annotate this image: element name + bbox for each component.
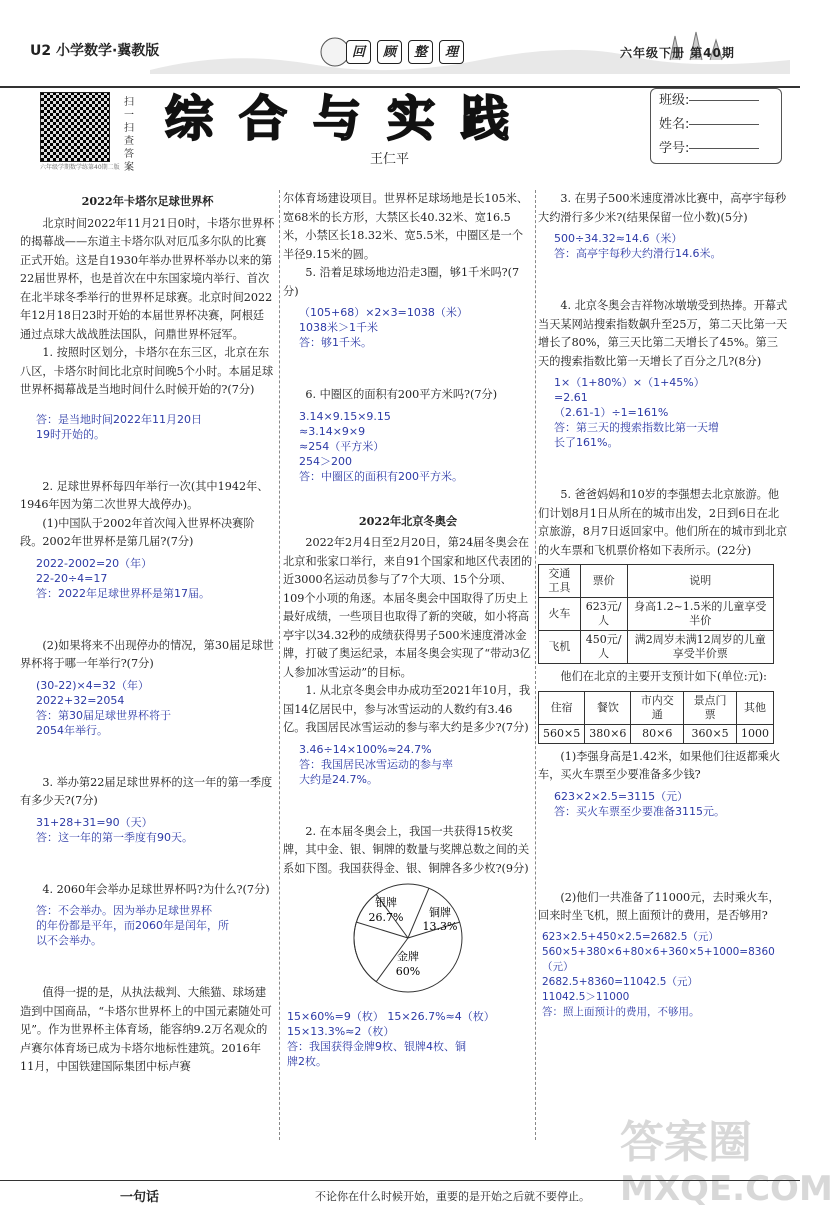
student-info-box — [650, 88, 782, 164]
column-world-cup — [20, 190, 275, 1077]
table-row: 飞机 450元/人 满2周岁未满12周岁的儿童享受半价票 — [539, 631, 774, 664]
pie-label-silver: 银牌 — [375, 896, 397, 909]
question: 4. 2060年会举办足球世界杯吗?为什么?(7分) — [42, 882, 270, 896]
name-field[interactable]: 姓名: — [651, 113, 781, 137]
pie-label-bronze: 铜牌 — [429, 906, 451, 919]
footer-label: 一句话 — [120, 1190, 160, 1205]
page-title: 综合与实践 — [165, 91, 536, 147]
budget-table — [538, 691, 774, 744]
section-heading: 2022年卡塔尔足球世界杯 — [81, 194, 214, 208]
id-field[interactable]: 学号: — [651, 137, 781, 161]
section-heading: 2022年北京冬奥会 — [358, 513, 458, 528]
table-header-row: 住宿 餐饮 市内交通 景点门票 其他 — [539, 691, 774, 724]
answer: 2022-2002=20（年） 22-20÷4=17 答：2022年足球世界杯是第17届。 — [36, 556, 210, 600]
question: (1)李强身高是1.42米，如果他们往返都乘火车，买火车票至少要准备多少钱? — [538, 749, 781, 781]
column-travel — [538, 190, 788, 1020]
qr-code[interactable] — [40, 92, 110, 162]
table-header-row: 交通工具 票价 说明 — [539, 565, 774, 598]
answer: 15×60%=9（枚） 15×26.7%≈4（枚） 15×13.3%≈2（枚） 答：我国获得金牌9枚、银牌4枚、铜 牌2枚。 — [287, 1009, 495, 1068]
page-header — [0, 0, 800, 88]
class-field[interactable]: 班级: — [651, 89, 781, 113]
budget-note: 他们在北京的主要开支预计如下(单位:元): — [560, 670, 767, 683]
question: 3. 举办第22届足球世界杯的这一年的第一季度有多少天?(7分) — [20, 775, 273, 807]
medal-pie-chart — [283, 878, 533, 998]
question: 4. 北京冬奥会吉祥物冰墩墩受到热捧。开幕式当天某网站搜索指数飙升至25万，第二天比第一天增长了80%，第三天比第二天增长了45%。第三天的搜索指数比第一天增长了百分之几?(8分) — [538, 299, 788, 368]
question: (1)中国队于2002年首次闯入世界杯决赛阶段。2002年世界杯是第几届?(7分) — [20, 516, 255, 548]
watermark: 答案圈 MXQE.COM — [620, 1117, 833, 1209]
continued-paragraph: 尔体育场建设项目。世界杯足球场地是长105米、宽68米的长方形，大禁区长40.32米、宽16.5米，小禁区长18.32米、宽5.5米，中圈区是一个半径9.15米的圆。 — [283, 192, 529, 261]
answer: 623×2.5+450×2.5=2682.5（元） 560×5+380×6+80×6+360×5+1000=8360（元） 2682.5+8360=11042.5（元） 11042.5＞11000 答：照上面预计的费用，不够用。 — [542, 930, 775, 1018]
banner-char: 整 — [408, 40, 433, 64]
question: 5. 沿着足球场地边沿走3圈，够1千米吗?(7分) — [283, 266, 520, 298]
answer: (30-22)×4=32（年） 2022+32=2054 答：第30届足球世界杯将于 2054年举行。 — [36, 678, 171, 737]
pie-pct-bronze: 13.3% — [422, 920, 458, 933]
pie-pct-silver: 26.7% — [368, 911, 404, 924]
question: (2)如果将来不出现停办的情况，第30届足球世界杯将于哪一年举行?(7分) — [20, 638, 274, 670]
answer: 500÷34.32≈14.6（米） 答：高亭宇每秒大约滑行14.6米。 — [554, 232, 722, 260]
question: 1. 按照时区划分，卡塔尔在东三区，北京在东八区，卡塔尔时间比北京时间晚5个小时。本届足球世界杯揭幕战是当地时间什么时候开始的?(7分) — [20, 346, 274, 396]
pie-label-gold: 金牌 — [397, 950, 419, 963]
answer: （105+68）×2×3=1038（米） 1038米＞1千米 答：够1千米。 — [299, 306, 468, 349]
pie-pct-gold: 60% — [395, 965, 421, 978]
banner-char: 回 — [346, 40, 371, 64]
banner-char: 顾 — [377, 40, 402, 64]
question: 3. 在男子500米速度滑冰比赛中，高亭宇每秒大约滑行多少米?(结果保留一位小数)(5分) — [538, 192, 787, 224]
answer: 1×（1+80%）×（1+45%） =2.61 （2.61-1）÷1=161% 答：第三天的搜索指数比第一天增 长了161%。 — [554, 376, 719, 449]
qr-caption: 六年级学期数学练第40期二版 — [40, 164, 120, 171]
edition-label: 六年级下册 第40期 — [620, 46, 735, 60]
answer: 答：不会举办。因为举办足球世界杯 的年份都是平年，而2060年是闰年，所 以不会举办。 — [36, 904, 229, 947]
table-row: 560×5 380×6 80×6 360×5 1000 — [539, 724, 774, 743]
author: 王仁平 — [370, 152, 410, 167]
answer: 623×2×2.5=3115（元） 答：买火车票至少要准备3115元。 — [554, 789, 725, 818]
question: (2)他们一共准备了11000元，去时乘火车，回来时坐飞机，照上面预计的费用，是否够用? — [538, 890, 780, 922]
ticket-price-table — [538, 564, 774, 664]
intro-paragraph: 北京时间2022年11月21日0时，卡塔尔世界杯的揭幕战——东道主卡塔尔队对厄瓜多尔队的比赛正式开始。这是自1930年举办世界杯举办以来的第22届世界杯，也是首次在中东国家境内举行、首次在北半球冬季举行的世界杯足球赛。北京时间2022年12月18日23时开始的本届世界杯决赛，阿根廷通过点球大战战胜法国队，问鼎世界杯冠军。 — [20, 216, 275, 341]
closing-paragraph: 值得一提的是，从执法裁判、大熊猫、球场建造到中国商品，“卡塔尔世界杯上的中国元素随处可见”。作为世界杯主体育场，能容纳9.2万名观众的卢赛尔体育场已成为卡塔尔地标性建筑。2016年11月，中国铁建国际集团中标卢赛 — [20, 986, 272, 1073]
answer: 3.46÷14×100%≈24.7% 答：我国居民冰雪运动的参与率 大约是24.7%。 — [299, 742, 453, 786]
table-row: 火车 623元/人 身高1.2~1.5米的儿童享受半价 — [539, 598, 774, 631]
intro-paragraph: 2022年2月4日至2月20日，第24届冬奥会在北京和张家口举行，来自91个国家和地区代表团的近3000名运动员参与了7个大项、15个分项、109个小项的角逐。本届冬奥会中国取得了历史上最好成绩，一些项目也取得了新的突破，如小将高亭宇以34.32秒的成绩获得男子500米速度滑冰金牌，打破了奥运纪录，本届冬奥会实现了“带动3亿人参加冰雪运动”的目标。 — [283, 536, 533, 679]
section-banner — [320, 40, 490, 64]
question: 2. 足球世界杯每四年举行一次(其中1942年、1946年因为第二次世界大战停办)。 — [20, 479, 269, 511]
column-winter-olympics — [283, 190, 533, 1069]
scan-label: 扫一扫查答案 — [124, 97, 134, 173]
answer: 31+28+31=90（天） 答：这一年的第一季度有90天。 — [36, 815, 193, 844]
answer: 答：是当地时间2022年11月20日 19时开始的。 — [36, 412, 202, 441]
question: 1. 从北京冬奥会申办成功至2021年10月，我国14亿居民中，参与冰雪运动的人数约有3.46亿。我国居民冰雪运动的参与率大约是多少?(7分) — [283, 684, 531, 734]
column-divider — [279, 190, 280, 1140]
column-divider — [535, 190, 536, 1140]
banner-char: 理 — [439, 40, 464, 64]
question: 6. 中圈区的面积有200平方米吗?(7分) — [305, 388, 498, 401]
question: 2. 在本届冬奥会上，我国一共获得15枚奖牌，其中金、银、铜牌的数量与奖牌总数之间的关系如下图。我国获得金、银、铜牌各多少枚?(9分) — [283, 824, 530, 875]
footer-quote: 不论你在什么时候开始，重要的是开始之后就不要停止。 — [315, 1190, 590, 1203]
question: 5. 爸爸妈妈和10岁的李强想去北京旅游。他们计划8月1日从所在的城市出发，2日到6日在北京旅游，8月7日返回家中。他们所在的城市到北京的火车票和飞机票价格如下表所示。(22分) — [538, 488, 788, 557]
series-brand: U2 小学数学·冀教版 — [30, 43, 160, 59]
answer: 3.14×9.15×9.15 ≈3.14×9×9 ≈254（平方米） 254＞200 答：中圈区的面积有200平方米。 — [299, 409, 463, 483]
